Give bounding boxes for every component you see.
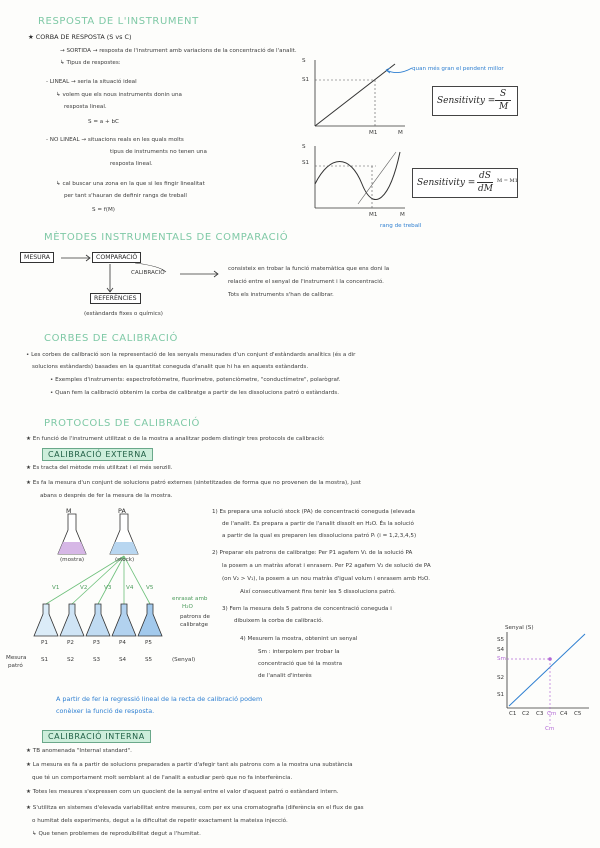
aforar-note: enrasat amb <box>172 596 208 602</box>
text-line: ★ La mesura es fa a partir de solucions preparades a partir d'afegir tant als patrons com a la mostra una substància <box>26 762 353 768</box>
vol-label: V3 <box>104 585 112 591</box>
flask-label: P5 <box>145 640 152 646</box>
text-line: relació entre el senyal de l'instrument i la concentració. <box>228 279 384 285</box>
vol-label: V1 <box>52 585 60 591</box>
text-line: que té un comportament molt semblant al de l'analit a estudiar però que no fa interferència. <box>32 775 293 781</box>
text-line: consisteix en trobar la funció matemàtica que ens doni la <box>228 266 390 272</box>
calib-xtick: C4 <box>560 711 568 717</box>
section-title-protocols: PROTOCOLS DE CALIBRACIÓ <box>44 418 200 429</box>
graph2-m-label: M <box>400 212 405 218</box>
text-line: ★ CORBA DE RESPOSTA (S vs C) <box>28 33 132 41</box>
flask-pa-label: PA <box>118 507 126 515</box>
signal-label: S5 <box>145 657 153 663</box>
text-line: resposta lineal. <box>64 104 107 110</box>
vol-label: V5 <box>146 585 154 591</box>
calib-y-label: Senyal (S) <box>505 625 534 631</box>
aforar-note: H₂O <box>182 604 193 610</box>
step-line: dibuixem la corba de calibració. <box>234 618 324 624</box>
calib-ytick: S1 <box>497 692 505 698</box>
graph1-m1-label: M1 <box>369 130 378 136</box>
section-title-resposta: RESPOSTA DE L'INSTRUMENT <box>38 16 199 27</box>
step-line: (on V₂ > V₁), la posem a un nou matràs d'igual volum i enrasem amb H₂O. <box>222 576 431 582</box>
referencies-box: REFERÈNCIES <box>90 293 141 304</box>
text-line: ★ TB anomenada "Internal standard". <box>26 748 132 754</box>
calibracio-externa-label: CALIBRACIÓ EXTERNA <box>42 448 153 461</box>
text-line: ↳ Que tenen problemes de reproduïbilitat degut a l'humitat. <box>32 831 201 837</box>
flask-m-label: M <box>66 507 72 515</box>
comparacio-box: COMPARACIÓ <box>92 252 141 263</box>
text-line: ↳ cal buscar una zona en la que si les fingir linealitat <box>56 181 205 187</box>
text-line: ↳ Tipus de respostes: <box>60 60 121 66</box>
graph2-y-label: S <box>302 144 306 150</box>
text-line: S = a + bC <box>88 119 119 125</box>
sensitivity-formula-derivative: Sensitivity = dS dM M = M1 <box>412 168 518 198</box>
text-line: solucions estàndards) basades en la quantitat coneguda d'analit que hi ha en aquests estàndards. <box>32 364 309 370</box>
calib-xtick: C1 <box>509 711 517 717</box>
signal-label: S3 <box>93 657 101 663</box>
graph1-s1-label: S1 <box>302 77 310 83</box>
signal-label: S1 <box>41 657 49 663</box>
flask-label: P2 <box>67 640 74 646</box>
text-line: Tots els instruments s'han de calibrar. <box>228 292 334 298</box>
section-title-metodes: MÈTODES INSTRUMENTALS DE COMPARACIÓ <box>44 232 289 243</box>
step-line: de l'analit. Es prepara a partir de l'analit dissolt en H₂O. És la solució <box>222 521 414 527</box>
mesura-box: MESURA <box>20 252 54 263</box>
calibracio-label: CALIBRACIÓ <box>131 270 165 276</box>
signal-label: S2 <box>67 657 75 663</box>
flask-label: P1 <box>41 640 48 646</box>
text-line: - LINEAL → seria la situació ideal <box>46 79 137 85</box>
text-line: • Quan fem la calibració obtenim la corba de calibratge a partir de les dissolucions patró o estàndards. <box>50 390 339 396</box>
step-line: a partir de la qual es preparen les dissolucions patró Pᵢ (i = 1,2,3,4,5) <box>222 533 417 539</box>
graph2-s1-label: S1 <box>302 160 310 166</box>
vol-label: V4 <box>126 585 134 591</box>
aforar-note: calibratge <box>180 622 209 628</box>
text-line: • Les corbes de calibració son la representació de les senyals mesurades d'un conjunt d'estàndards analítics (és a dir <box>26 352 356 358</box>
calib-xtick: C2 <box>522 711 530 717</box>
calib-ytick: S4 <box>497 647 505 653</box>
text-line: • Exemples d'instruments: espectrofotòmetre, fluorímetre, potenciòmetre, "conductímetre", polarògraf. <box>50 377 341 383</box>
mostra-label: (mostra) <box>60 557 85 563</box>
slope-note: quan més gran el pendent millor <box>412 66 504 72</box>
text-line: S = f(M) <box>92 207 115 213</box>
sensitivity-formula-linear: Sensitivity = S M <box>432 86 518 116</box>
senyal-label: (Senyal) <box>172 657 196 663</box>
blue-note: A partir de fer la regressió lineal de la recta de calibració podem <box>56 695 263 703</box>
range-note: rang de treball <box>380 223 422 229</box>
text-line: ↳ volem que els nous instruments donin una <box>56 92 182 98</box>
text-line: ★ Es tracta del mètode més utilitzat i el més senzill. <box>26 465 173 471</box>
graph1-m-label: M <box>398 130 403 136</box>
estandards-note: (estàndards fixes o químics) <box>84 311 163 317</box>
signal-label: S4 <box>119 657 127 663</box>
step-line: 4) Mesurem la mostra, obtenint un senyal <box>240 636 358 642</box>
cm-label: Cm <box>545 726 555 732</box>
step-line: 2) Preparar els patrons de calibratge: Per P1 agafem V₁ de la solució PA <box>212 550 413 556</box>
flask-label: P4 <box>119 640 126 646</box>
text-line: ★ Totes les mesures s'expressen com un quocient de la senyal entre el valor d'aquest patró o estàndard intern. <box>26 789 339 795</box>
stock-label: (stock) <box>115 557 135 563</box>
step-line: la posem a un matràs aforat i enrasem. Per P2 agafem V₂ de solució de PA <box>222 563 431 569</box>
flask-diagram <box>0 500 230 670</box>
calib-xtick: C3 <box>536 711 544 717</box>
calib-ytick: Sm <box>497 656 506 662</box>
calibracio-interna-label: CALIBRACIÓ INTERNA <box>42 730 151 743</box>
text-line: - NO LINEAL → situacions reals en les quals molts <box>46 137 184 143</box>
step-line: concentració que té la mostra <box>258 661 343 667</box>
calibration-curve-graph <box>495 628 595 718</box>
text-line: o humitat dels experiments, degut a la dificultat de repetir exactament la mateixa injecció. <box>32 818 288 824</box>
calib-ytick: S5 <box>497 637 505 643</box>
graph1-y-label: S <box>302 58 306 64</box>
blue-note: conèixer la funció de resposta. <box>56 707 155 715</box>
calib-xtick: C5 <box>574 711 582 717</box>
text-line: ★ Es fa la mesura d'un conjunt de solucions patró externes (sintetitzades de forma que no provenen de la mostra), just <box>26 480 361 486</box>
graph2-m1-label: M1 <box>369 212 378 218</box>
section-title-corbes: CORBES DE CALIBRACIÓ <box>44 333 178 344</box>
text-line: per tant s'hauran de definir rangs de treball <box>64 193 187 199</box>
calib-ytick: S2 <box>497 675 505 681</box>
mesura-patro: patró <box>8 663 23 669</box>
text-line: abans o després de fer la mesura de la mostra. <box>40 493 173 499</box>
flask-label: P3 <box>93 640 100 646</box>
text-line: ★ S'utilitza en sistemes d'elevada variabilitat entre mesures, com per ex una cromatografia (diferència en el flux de gas <box>26 805 364 811</box>
mesura-patro: Mesura <box>6 655 27 661</box>
vol-label: V2 <box>80 585 88 591</box>
text-line: → SORTIDA → resposta de l'instrument amb variacions de la concentració de l'analit. <box>60 48 297 54</box>
text-line: ★ En funció de l'instrument utilitzat o de la mostra a analitzar podem distingir tres protocols de calibració: <box>26 436 325 442</box>
step-line: Així consecutivament fins tenir les 5 dissolucions patró. <box>240 589 396 595</box>
calib-xtick: Cm <box>547 711 557 717</box>
step-line: 3) Fem la mesura dels 5 patrons de concentració coneguda i <box>222 606 392 612</box>
text-line: resposta lineal. <box>110 161 153 167</box>
aforar-note: patrons de <box>180 614 211 620</box>
step-line: 1) Es prepara una solució stock (PA) de concentració coneguda (elevada <box>212 509 415 515</box>
step-line: de l'analit d'interès <box>258 673 312 679</box>
text-line: tipus de instruments no tenen una <box>110 149 207 155</box>
step-line: Sm : interpolem per trobar la <box>258 649 340 655</box>
